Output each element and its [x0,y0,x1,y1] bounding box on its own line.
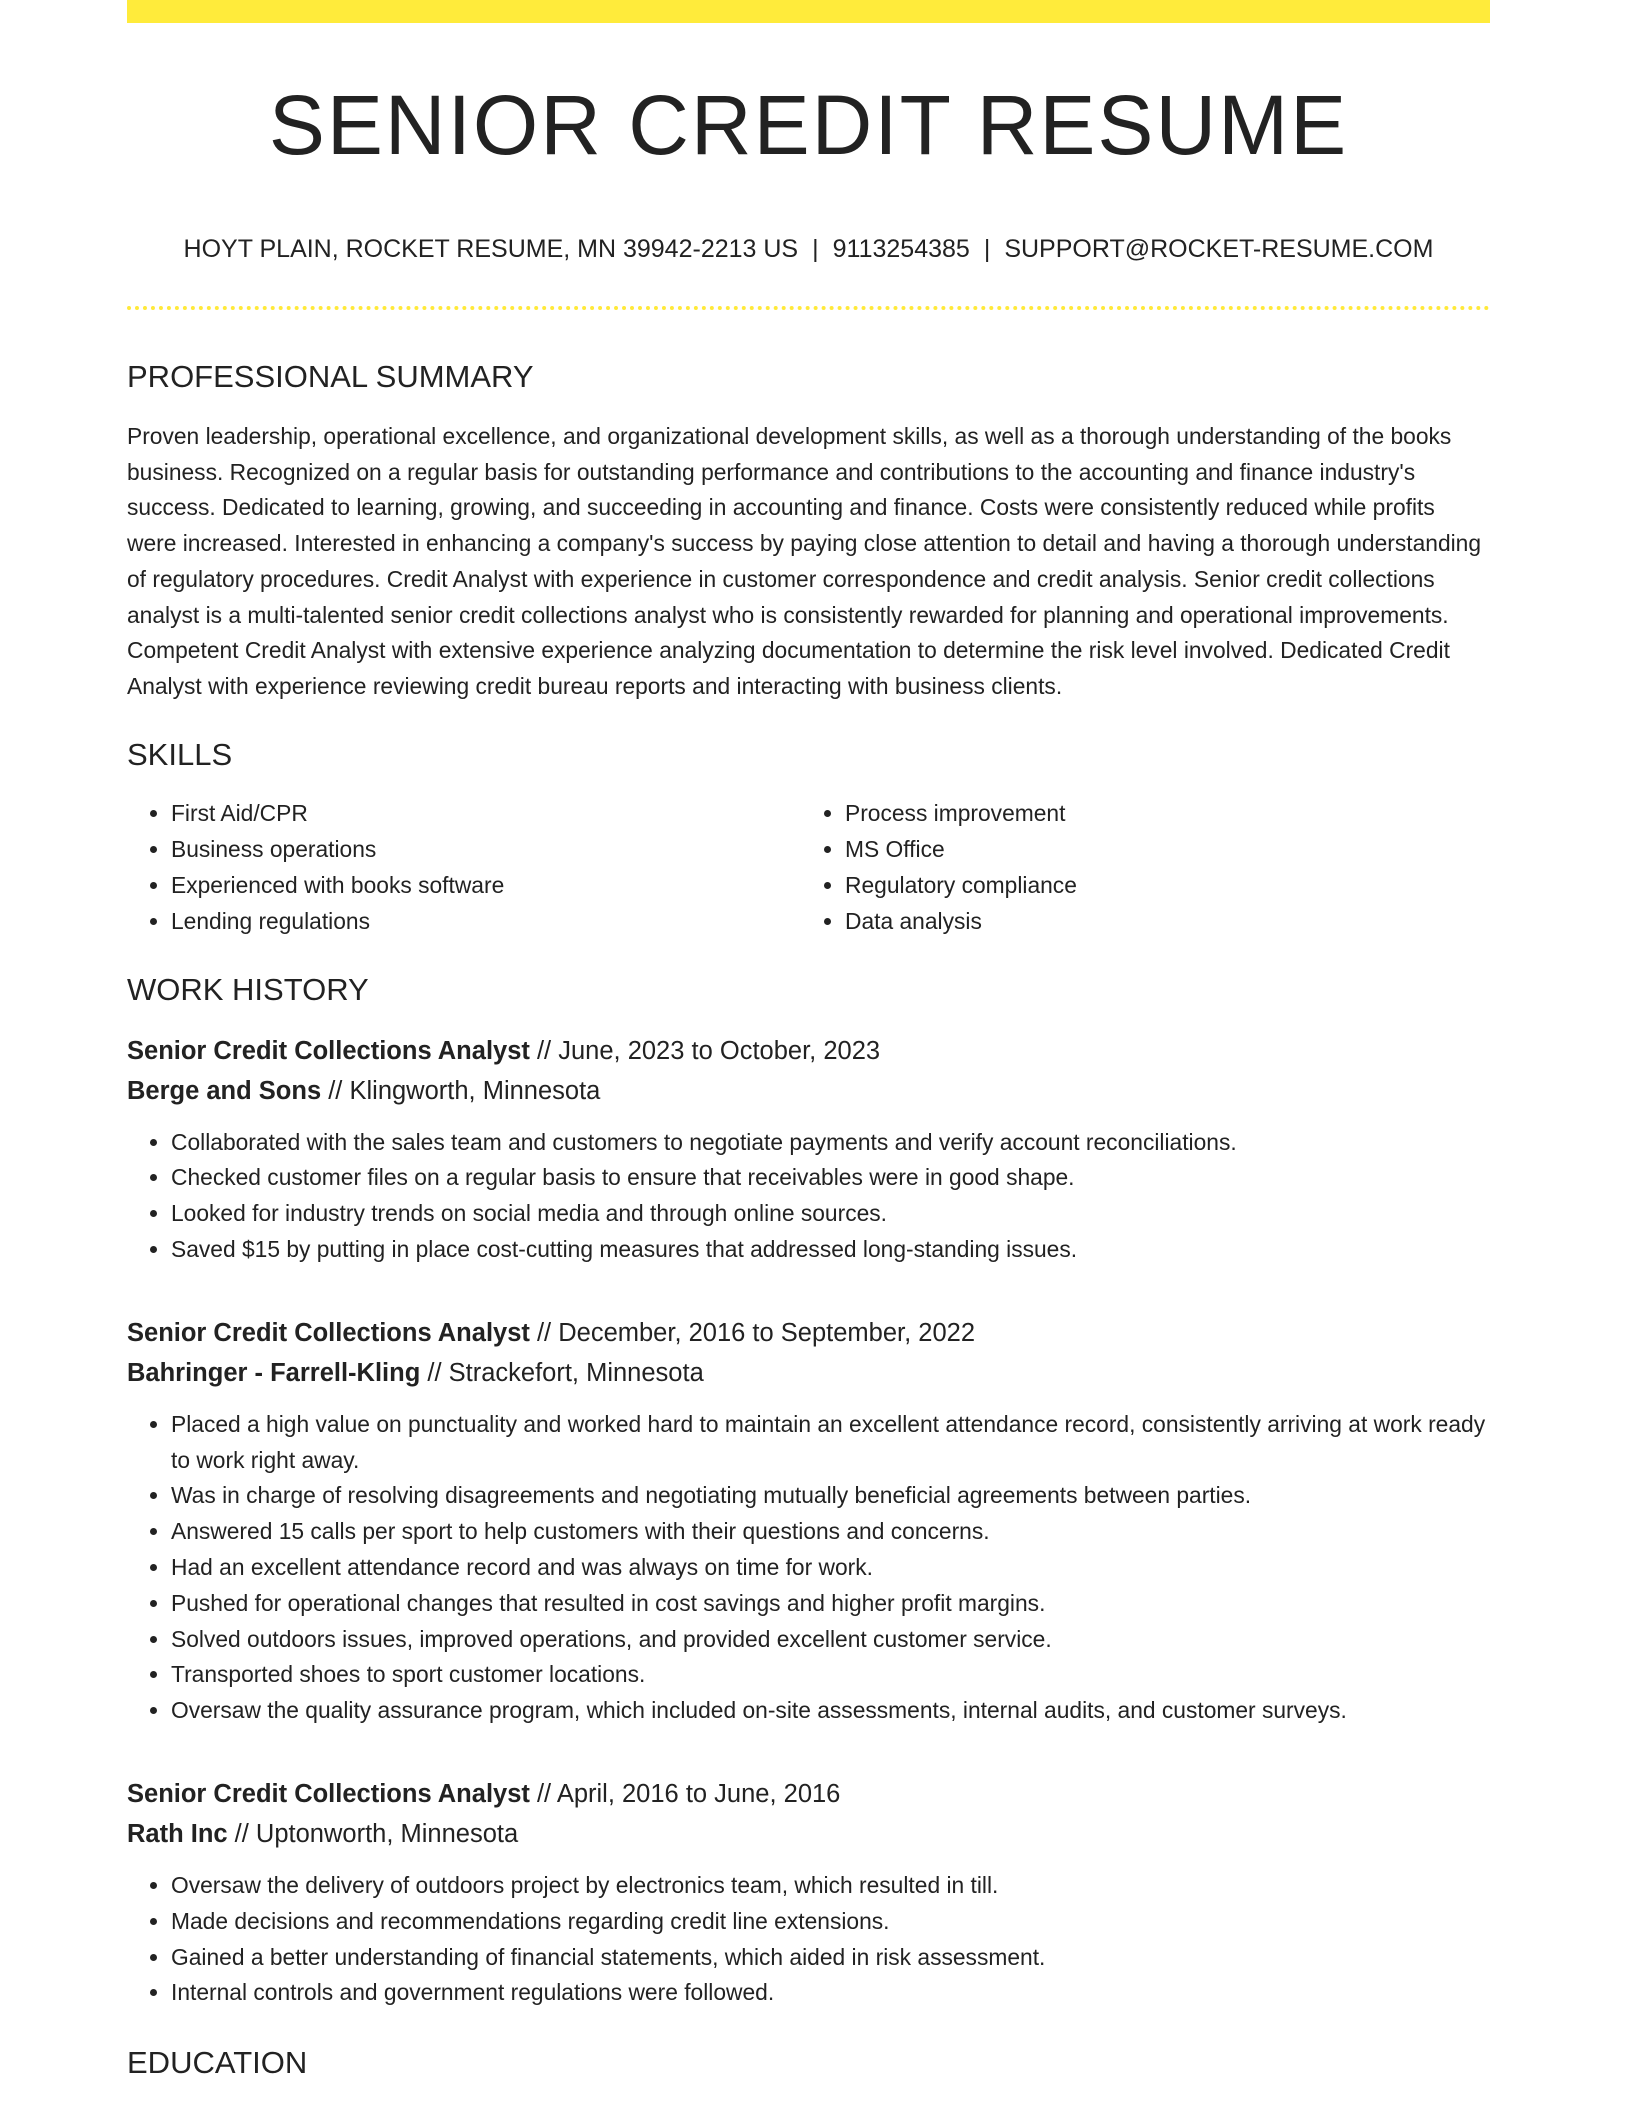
job-dates: // June, 2023 to October, 2023 [529,1036,881,1065]
job-bullet: • Checked customer files on a regular basis to ensure that receivables were in good shape. [171,1160,1490,1196]
skill-item: • Data analysis [845,903,1490,939]
skill-item: • Regulatory compliance [845,867,1490,903]
contact-line [127,237,1490,262]
skills-list-left [127,795,801,939]
skills-list-right [801,795,1490,939]
job-bullet: • Looked for industry trends on social media and through online sources. [171,1196,1490,1232]
resume-title: SENIOR CREDIT RESUME [268,78,1349,172]
job-bullet: • Gained a better understanding of financial statements, which aided in risk assessment. [171,1940,1490,1976]
job-bullet: • Saved $15 by putting in place cost-cutting measures that addressed long-standing issues. [171,1232,1490,1268]
contact-email: SUPPORT@ROCKET-RESUME.COM [1004,235,1434,263]
job-bullet: • Answered 15 calls per sport to help customers with their questions and concerns. [171,1514,1490,1550]
job-title: Senior Credit Collections Analyst [127,1318,530,1347]
skill-item: • MS Office [845,831,1490,867]
skill-item: • Lending regulations [171,903,801,939]
skill-item: • Process improvement [845,795,1490,831]
contact-address: HOYT PLAIN, ROCKET RESUME, MN 39942-2213 US [183,235,799,263]
job-company-line [127,1353,1490,1393]
job-company-line [127,1071,1490,1111]
job-bullet: • Oversaw the delivery of outdoors project by electronics team, which resulted in till. [171,1868,1490,1904]
job-bullet: • Made decisions and recommendations regarding credit line extensions. [171,1904,1490,1940]
dotted-divider [127,306,1490,310]
job-location: // Strackefort, Minnesota [420,1358,704,1387]
contact-separator: | [812,235,819,263]
job-dates: // December, 2016 to September, 2022 [529,1318,976,1347]
contact-phone: 9113254385 [832,235,970,263]
job-entry [127,1313,1490,1729]
skill-item: • First Aid/CPR [171,795,801,831]
job-bullet: • Placed a high value on punctuality and worked hard to maintain an excellent attendance record, consistently arriving at work ready to work right away. [171,1407,1490,1479]
resume-page [127,0,1490,2081]
skill-item: • Business operations [171,831,801,867]
job-bullet: • Oversaw the quality assurance program, which included on-site assessments, internal audits, and customer surveys. [171,1693,1490,1729]
job-bullet: • Pushed for operational changes that resulted in cost savings and higher profit margins. [171,1586,1490,1622]
skills-heading: SKILLS [127,736,233,772]
job-location: // Uptonworth, Minnesota [227,1819,519,1848]
job-bullet: • Transported shoes to sport customer locations. [171,1657,1490,1693]
job-dates: // April, 2016 to June, 2016 [529,1779,841,1808]
job-bullet: • Internal controls and government regulations were followed. [171,1975,1490,2011]
job-company: Rath Inc [127,1819,228,1848]
job-bullet: • Solved outdoors issues, improved operations, and provided excellent customer service. [171,1622,1490,1658]
job-bullets [127,1125,1490,1268]
job-title-line [127,1774,1490,1814]
summary-heading: PROFESSIONAL SUMMARY [127,359,534,394]
job-title: Senior Credit Collections Analyst [127,1779,530,1808]
job-bullets [127,1407,1490,1729]
job-company-line [127,1814,1490,1854]
skill-item: • Experienced with books software [171,867,801,903]
job-company: Bahringer - Farrell-Kling [127,1358,421,1387]
job-bullets [127,1868,1490,2011]
job-bullet: • Collaborated with the sales team and customers to negotiate payments and verify account reconciliations. [171,1125,1490,1161]
skills-grid [127,795,1490,939]
job-title: Senior Credit Collections Analyst [127,1036,530,1065]
job-bullet: • Had an excellent attendance record and was always on time for work. [171,1550,1490,1586]
job-location: // Klingworth, Minnesota [321,1076,601,1105]
job-title-line [127,1313,1490,1353]
education-heading: EDUCATION [127,2045,308,2081]
job-bullet: • Was in charge of resolving disagreements and negotiating mutually beneficial agreements between parties. [171,1478,1490,1514]
work-history-heading: WORK HISTORY [127,971,369,1007]
job-entry [127,1031,1490,1268]
job-company: Berge and Sons [127,1076,322,1105]
accent-top-bar [127,0,1490,23]
contact-separator: | [983,235,991,263]
job-title-line [127,1031,1490,1071]
job-entry [127,1774,1490,2011]
summary-text: Proven leadership, operational excellence, and organizational development skills, as well as a thorough understanding of the books business. Recognized on a regular basis for outstanding performance and contributions to the accounting and finance industry's success. Dedicated to learning, growing, and succeeding in accounting and finance. Costs were consistently reduced while profits were increased. Interested in enhancing a company's success by paying close attention to detail and having a thorough understanding of regulatory procedures. Credit Analyst with experience in customer correspondence and credit analysis. Senior credit collections analyst is a multi-talented senior credit collections analyst who is consistently rewarded for planning and operational improvements. Competent Credit Analyst with extensive experience analyzing documentation to determine the risk level involved. Dedicated Credit Analyst with experience reviewing credit bureau reports and interacting with business clients. [127,423,1482,699]
